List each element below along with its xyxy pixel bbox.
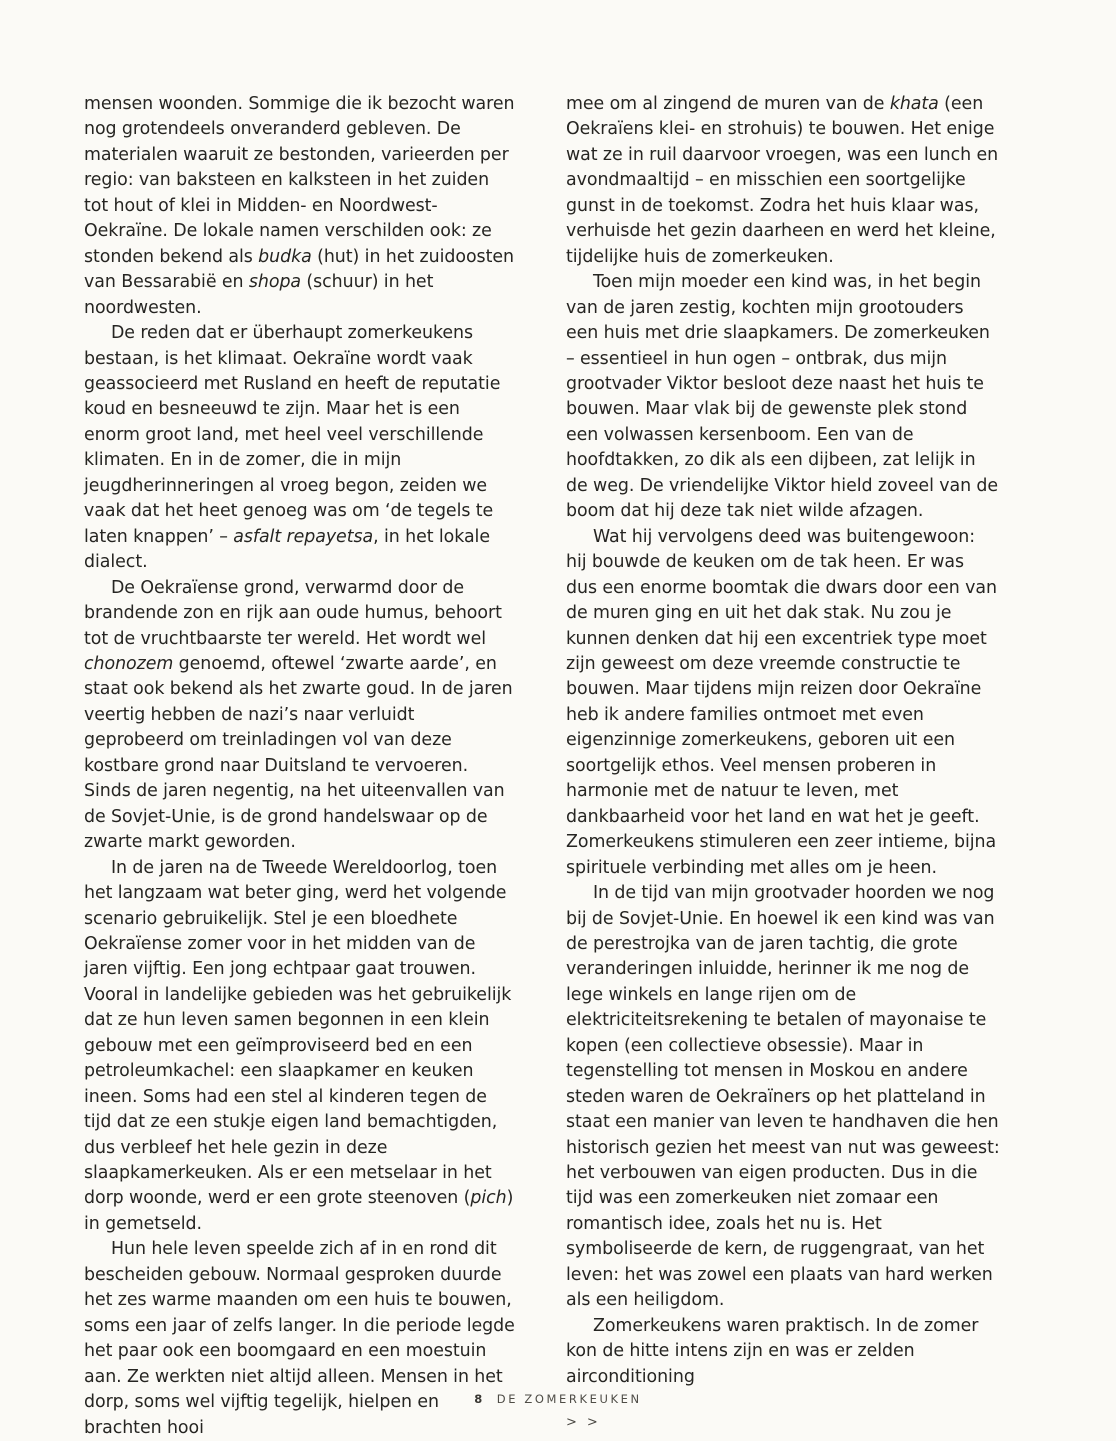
italic-term: shopa [248, 272, 302, 293]
paragraph: Zomerkeukens waren praktisch. In de zomer kon de hitte intens zijn en was er zelden airconditioning [566, 1315, 979, 1387]
paragraph: mee om al zingend de muren van de khata (een Oekraïens klei- en strohuis) te bouwen. Het enige wat ze in ruil daarvoor vroegen, was een lunch en avondmaaltijd – en misschien een soortgelijke gunst in de toekomst. Zodra het huis klaar was, verhuisde het gezin daarheen en werd het kleine, tijdelijke huis de zomerkeuken. [566, 94, 999, 267]
text-columns [84, 92, 1000, 1441]
page-footer [0, 1388, 1116, 1407]
paragraph: In de jaren na de Tweede Wereldoorlog, toen het langzaam wat beter ging, werd het volgende scenario gebruikelijk. Stel je een bloedhete Oekraïense zomer voor in het midden van de jaren vijftig. Een jong echtpaar gaat trouwen. Vooral in landelijke gebieden was het gebruikelijk dat ze hun leven samen begonnen in een klein gebouw met een geïmproviseerd bed en een petroleumkachel: een slaapkamer en keuken ineen. Soms had een stel al kinderen tegen de tijd dat ze een stukje eigen land bemachtigden, dus verbleef het hele gezin in deze slaapkamerkeuken. Als er een metselaar in het dorp woonde, werd er een grote steenoven (pich) in gemetseld. [84, 857, 514, 1234]
paragraph: Wat hij vervolgens deed was buitengewoon: hij bouwde de keuken om de tak heen. Er was dus een enorme boomtak die dwars door een van de muren ging en uit het dak stak. Nu zou je kunnen denken dat hij een excentriek type moet zijn geweest om deze vreemde constructie te bouwen. Maar tijdens mijn reizen door Oekraïne heb ik andere families ontmoet met even eigenzinnige zomerkeukens, geboren uit een soortgelijk ethos. Veel mensen proberen in harmonie met de natuur te leven, met dankbaarheid voor het land en wat het je geeft. Zomerkeukens stimuleren een zeer intieme, bijna spirituele verbinding met alles om je heen. [566, 526, 997, 878]
italic-term: pich [470, 1188, 507, 1209]
italic-term: budka [258, 246, 312, 267]
footer-page-number: 8 [474, 1392, 483, 1406]
paragraph: mensen woonden. Sommige die ik bezocht waren nog grotendeels onveranderd gebleven. De materialen waaruit ze bestonden, varieerden per regio: van baksteen en kalksteen in het zuiden tot hout of klei in Midden- en Noordwest-Oekraïne. De lokale namen verschilden ook: ze stonden bekend als budka (hut) in het zuidoosten van Bessarabië en shopa (schuur) in het noordwesten. [84, 94, 515, 318]
paragraph: De reden dat er überhaupt zomerkeukens bestaan, is het klimaat. Oekraïne wordt vaak geassocieerd met Rusland en heeft de reputatie koud en besneeuwd te zijn. Maar het is een enorm groot land, met heel veel verschillende klimaten. En in de zomer, die in mijn jeugdherinneringen al vroeg begon, zeiden we vaak dat het heet genoeg was om ‘de tegels te laten knappen’ – asfalt repayetsa, in het lokale dialect. [84, 323, 501, 573]
right-column [566, 92, 1000, 1441]
paragraph: De Oekraïense grond, verwarmd door de brandende zon en rijk aan oude humus, behoort tot de vruchtbaarste ter wereld. Het wordt wel chonozem genoemd, oftewel ‘zwarte aarde’, en staat ook bekend als het zwarte goud. In de jaren veertig hebben de nazi’s naar verluidt geprobeerd om treinladingen vol van deze kostbare grond naar Duitsland te vervoeren. Sinds de jaren negentig, na het uiteenvallen van de Sovjet-Unie, is de grond handelswaar op de zwarte markt geworden. [84, 577, 513, 853]
paragraph: In de tijd van mijn grootvader hoorden we nog bij de Sovjet-Unie. En hoewel ik een kind was van de perestrojka van de jaren tachtig, die grote veranderingen inluidde, herinner ik me nog de lege winkels en lange rijen om de elektriciteitsrekening te betalen of mayonaise te kopen (een collectieve obsessie). Maar in tegenstelling tot mensen in Moskou en andere steden waren de Oekraïners op het platteland in staat een manier van leven te handhaven die hen historisch gezien het meest van nut was geweest: het verbouwen van eigen producten. Dus in die tijd was een zomerkeuken niet zomaar een romantisch idee, zoals het nu is. Het symboliseerde de kern, de ruggengraat, van het leven: het was zowel een plaats van hard werken als een heiligdom. [566, 883, 1000, 1311]
paragraph: Hun hele leven speelde zich af in en rond dit bescheiden gebouw. Normaal gesproken duurde het zes warme maanden om een huis te bouwen, soms een jaar of zelfs langer. In die periode legde het paar ook een boomgaard en een moestuin aan. Ze werkten niet altijd alleen. Mensen in het dorp, soms wel vijftig tegelijk, hielpen en brachten hooi [84, 1239, 515, 1438]
paragraph: Toen mijn moeder een kind was, in het begin van de jaren zestig, kochten mijn grootouders een huis met drie slaapkamers. De zomerkeuken – essentieel in hun ogen – ontbrak, dus mijn grootvader Viktor besloot deze naast het huis te bouwen. Maar vlak bij de gewenste plek stond een volwassen kersenboom. Een van de hoofdtakken, zo dik als een dijbeen, zat lelijk in de weg. De vriendelijke Viktor hield zoveel van de boom dat hij deze tak niet wilde afzagen. [566, 272, 999, 522]
italic-term: asfalt repayetsa [233, 526, 374, 547]
footer-chapter-title: DE ZOMERKEUKEN [496, 1392, 642, 1406]
continuation-marker: > > [566, 1415, 601, 1431]
italic-term: khata [889, 94, 939, 114]
left-column [84, 92, 518, 1441]
italic-term: chonozem [84, 653, 174, 674]
